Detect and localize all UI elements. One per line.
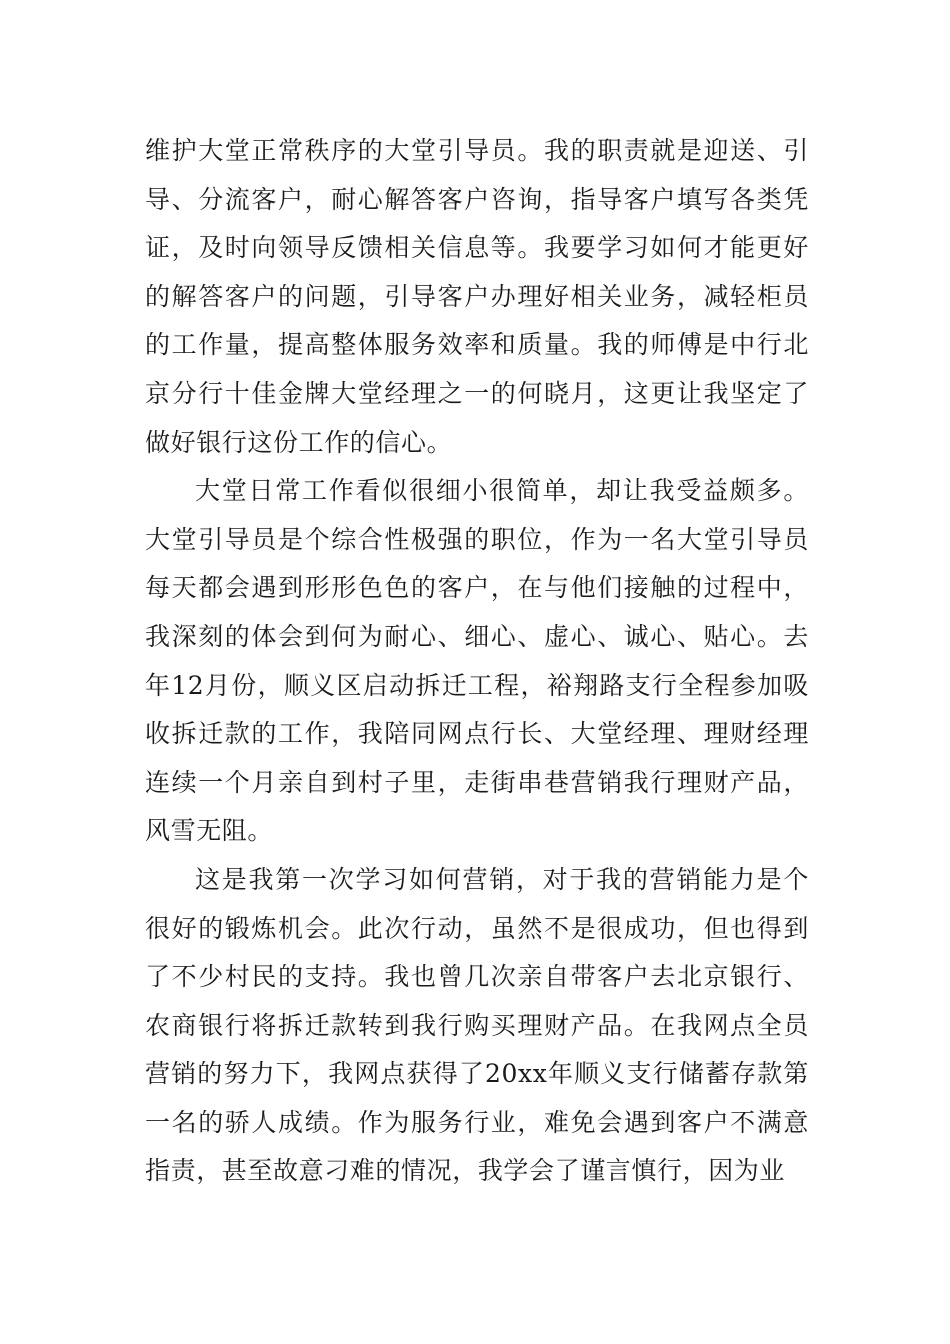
- document-body: [145, 127, 809, 1196]
- paragraph-lobby-work: 大堂日常工作看似很细小很简单，却让我受益颇多。大堂引导员是个综合性极强的职位，作为一名大堂引导员每天都会遇到形形色色的客户，在与他们接触的过程中，我深刻的体会到何为耐心、细心、虚心、诚心、贴心。去年12月份，顺义区启动拆迁工程，裕翔路支行全程参加吸收拆迁款的工作，我陪同网点行长、大堂经理、理财经理连续一个月亲自到村子里，走街串巷营销我行理财产品，风雪无阻。: [145, 476, 809, 846]
- paragraph-marketing: 这是我第一次学习如何营销，对于我的营销能力是个很好的锻炼机会。此次行动，虽然不是很成功，但也得到了不少村民的支持。我也曾几次亲自带客户去北京银行、农商银行将拆迁款转到我行购买理财产品。在我网点全员营销的努力下，我网点获得了20xx年顺义支行储蓄存款第一名的骄人成绩。作为服务行业，难免会遇到客户不满意指责，甚至故意刁难的情况，我学会了谨言慎行，因为业: [145, 864, 809, 1186]
- paragraph-continuation: 维护大堂正常秩序的大堂引导员。我的职责就是迎送、引导、分流客户，耐心解答客户咨询，指导客户填写各类凭证，及时向领导反馈相关信息等。我要学习如何才能更好的解答客户的问题，引导客户办理好相关业务，减轻柜员的工作量，提高整体服务效率和质量。我的师傅是中行北京分行十佳金牌大堂经理之一的何晓月，这更让我坚定了做好银行这份工作的信心。: [145, 136, 809, 457]
